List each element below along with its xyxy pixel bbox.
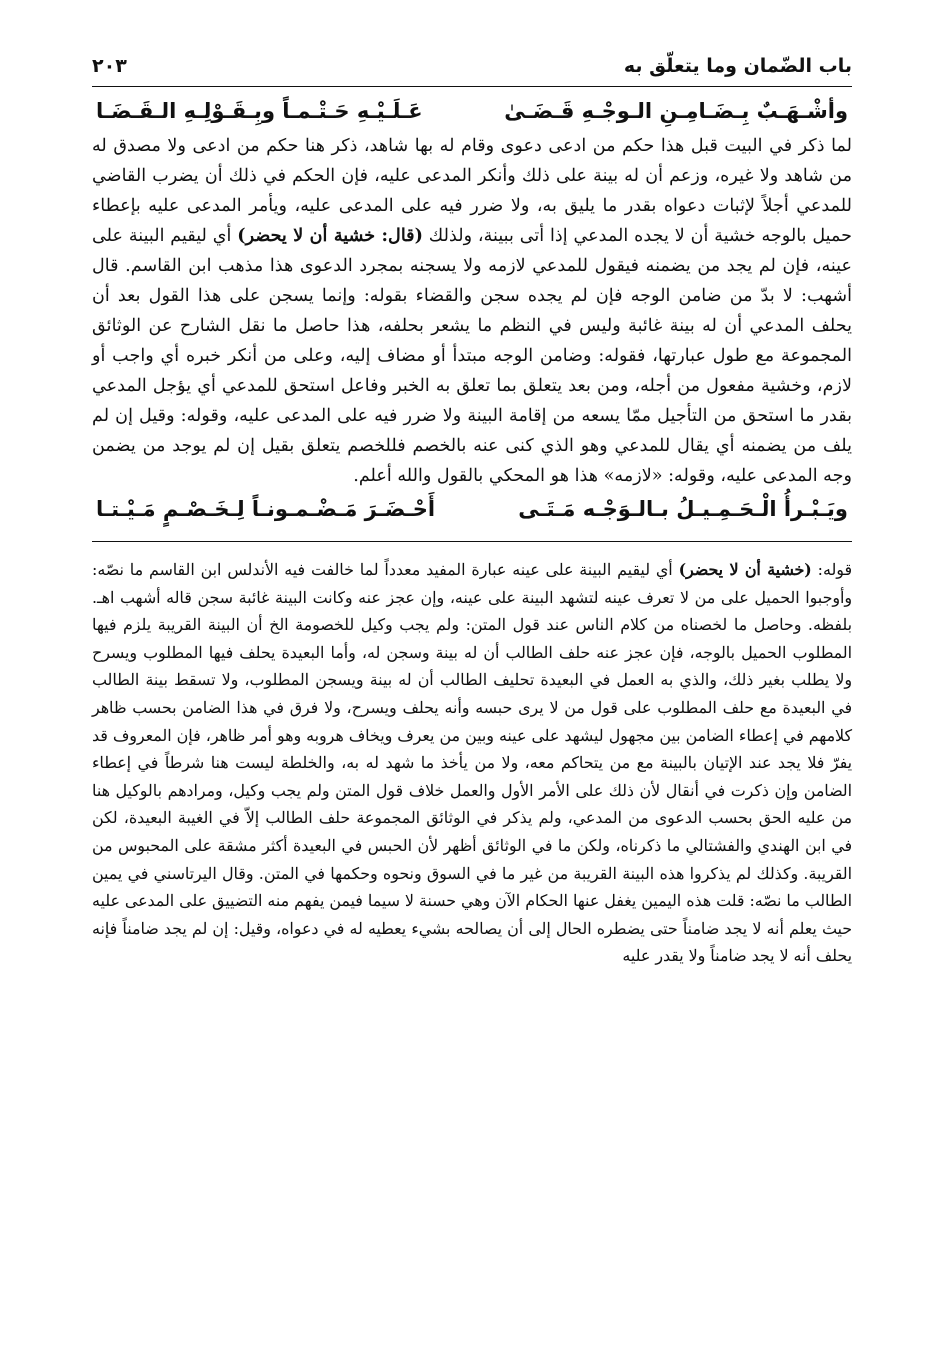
running-header [92,52,852,80]
commentary-paragraph [92,131,852,491]
footnote-prefix: قوله: [811,560,853,579]
chapter-title: باب الضّمان وما يتعلّق به [623,55,852,77]
verse-2-second-hemistich: أَحْـضَـرَ مَـضْـمـونـاً لِـخَـصْـمٍ مَـيْـتـا [96,497,436,521]
footnote-text [92,556,852,970]
footnote-body: أي ليقيم البينة على عينه عبارة المفيد معدداً لما خالفت فيه الأندلس ابن القاسم ما نصّه: وأوجبوا الحميل على من لا تعرف عينه لتشهد البينة على عينه، وإن عجز عنه وكانت البينة غائبة سجن قاله أشهب اهـ. بلفظه. وحاصل ما لخصناه من كلام الناس عند قول المتن: ولم يجب وكيل للخصومة الخ أن البينة القريبة يلزم فيها المطلوب الحميل بالوجه، فإن عجز عنه حلف الطالب أن له بينة وسجن له، وأما البعيدة يحلف فيها المطلوب ويسرح ولا يطلب بغير ذلك، والذي به العمل في البعيدة تحليف الطالب أن له بينة ويسجن المطلوب، ولا تسقط بينة الطالب في البعيدة مع حلف المطلوب على قول من لا يرى حبسه وأنه يحلف ويسرح، ولا فرق في هذا الضامن بحسب ظاهر كلامهم في إعطاء الضامن بين مجهول ليشهد على عينه وبين من يعرف ويخاف هروبه وهو أمر ظاهر، فإن المعروف قد يفرّ فلا يجد عند الإتيان بالبينة مع من يتحاكم معه، ولا من يأخذ ما شهد له به، والخلطة ليست هنا شرطاً في إعطاء الضامن وإن ذكرت في أنقال لأن ذلك على الأمر الأول والعمل خلاف قول المتن ولم يجب وكيل، ومرادهم بالوكيل هنا من عليه الحق بحسب الدعوى من المدعي، ولم يذكر في الوثائق المجموعة حلف الطالب إلاّ في الغيبة البعيدة، لكن في ابن الهندي والفشتالي ما ذكرناه، ولكن ما في الوثائق أظهر لأن الحبس في البعيدة أكثر مشقة على المحبوس من القريبة. وكذلك لم يذكروا هذه البينة القريبة من غير ما في السوق ونحوه وحكمها في المتن. وقال اليرتاسني في يمين الطالب ما نصّه: قلت هذه اليمين يغفل عنها الحكام الآن وهي حسنة لا سيما فيمن يفهم منه التضييق على المدعى عليه حيث يعلم أنه لا يجد ضامناً حتى يضطره الحال إلى أن يصالحه بشيء يعطيه له في دعواه، وقيل: إن لم يجد ضامناً فإنه يحلف أنه لا يجد ضامناً ولا يقدر عليه [92,560,853,966]
commentary-bold-quote: (قال: خشية أن لا يحضر) [237,225,423,246]
commentary-part-2: أي ليقيم البينة على عينه، فإن لم يجد من يضمنه فيقول للمدعي لازمه ولا يسجنه بمجرد الدعوى هذا مذهب ابن القاسم. قال أشهب: لا بدّ من ضامن الوجه فإن لم يجده سجن والقضاء بقوله: وإنما يسجن على هذا القول بعد أن يحلف المدعي أن له بينة غائبة وليس في النظم ما يشعر بحلفه، هذا حاصل ما نقل الشارح عن الوثائق المجموعة مع طول عبارتها، فقوله: وضامن الوجه مبتدأ أو مضاف إليه، وعلى من أنكر خبره أي واجب أو لازم، وخشية مفعول من أجله، ومن بعد يتعلق بما تعلق به الخبر وفاعل استحق للمدعي أي يؤجل المدعي بقدر ما استحق من التأجيل ممّا يسعه من إقامة البينة ولا ضرر فيه على المدعى عليه، وقوله: وقيل إن لم يلف من يضمنه أي يقال للمدعي وهو الذي كنى عنه بالخصم فللخصم يتعلق بقيل إن لم يوجد من يضمن وجه المدعى عليه، وقوله: «لازمه» هذا هو المحكي بالقول والله أعلم. [92,226,852,486]
commentary-text [92,131,852,491]
verse-line-2 [92,491,852,527]
verse-line-1 [92,93,852,129]
commentary-part-1: لما ذكر في البيت قبل هذا حكم من ادعى دعوى وقام له بها شاهد، ذكر هنا حكم من ادعى ولا مصدق له من شاهد ولا غيره، وزعم أن له بينة على ذلك وأنكر المدعى عليه، فإن الحكم في ذلك أن يضرب القاضي للمدعي أجلاً لإثبات دعواه بقدر ما يليق به، ولا ضرر فيه على المدعى عليه، ويأمر المدعى عليه بإعطاء حميل بالوجه خشية أن لا يجده المدعي إذا أتى ببينة، ولذلك [92,136,853,246]
footnote-paragraph [92,556,852,970]
header-rule [92,86,852,87]
footnote-rule [92,541,852,542]
book-page [92,52,852,970]
page-number: ٢٠٣ [92,55,127,77]
verse-1-first-hemistich: وأشْـهَـبٌ بِـضَـامِـنِ الـوجْـهِ قَـضَـىٰ [504,99,848,123]
footnote-bold-quote: (خشية أن لا يحضر) [678,560,812,579]
verse-1-second-hemistich: عَـلَـيْـهِ حَـتْـمـاً وبِـقَـوْلِـهِ الـقَـضَـا [96,99,423,123]
verse-2-first-hemistich: ويَـبْـرأُ الْـحَـمِـيـلُ بـالـوَجْـه مَـتَـى [518,497,848,521]
